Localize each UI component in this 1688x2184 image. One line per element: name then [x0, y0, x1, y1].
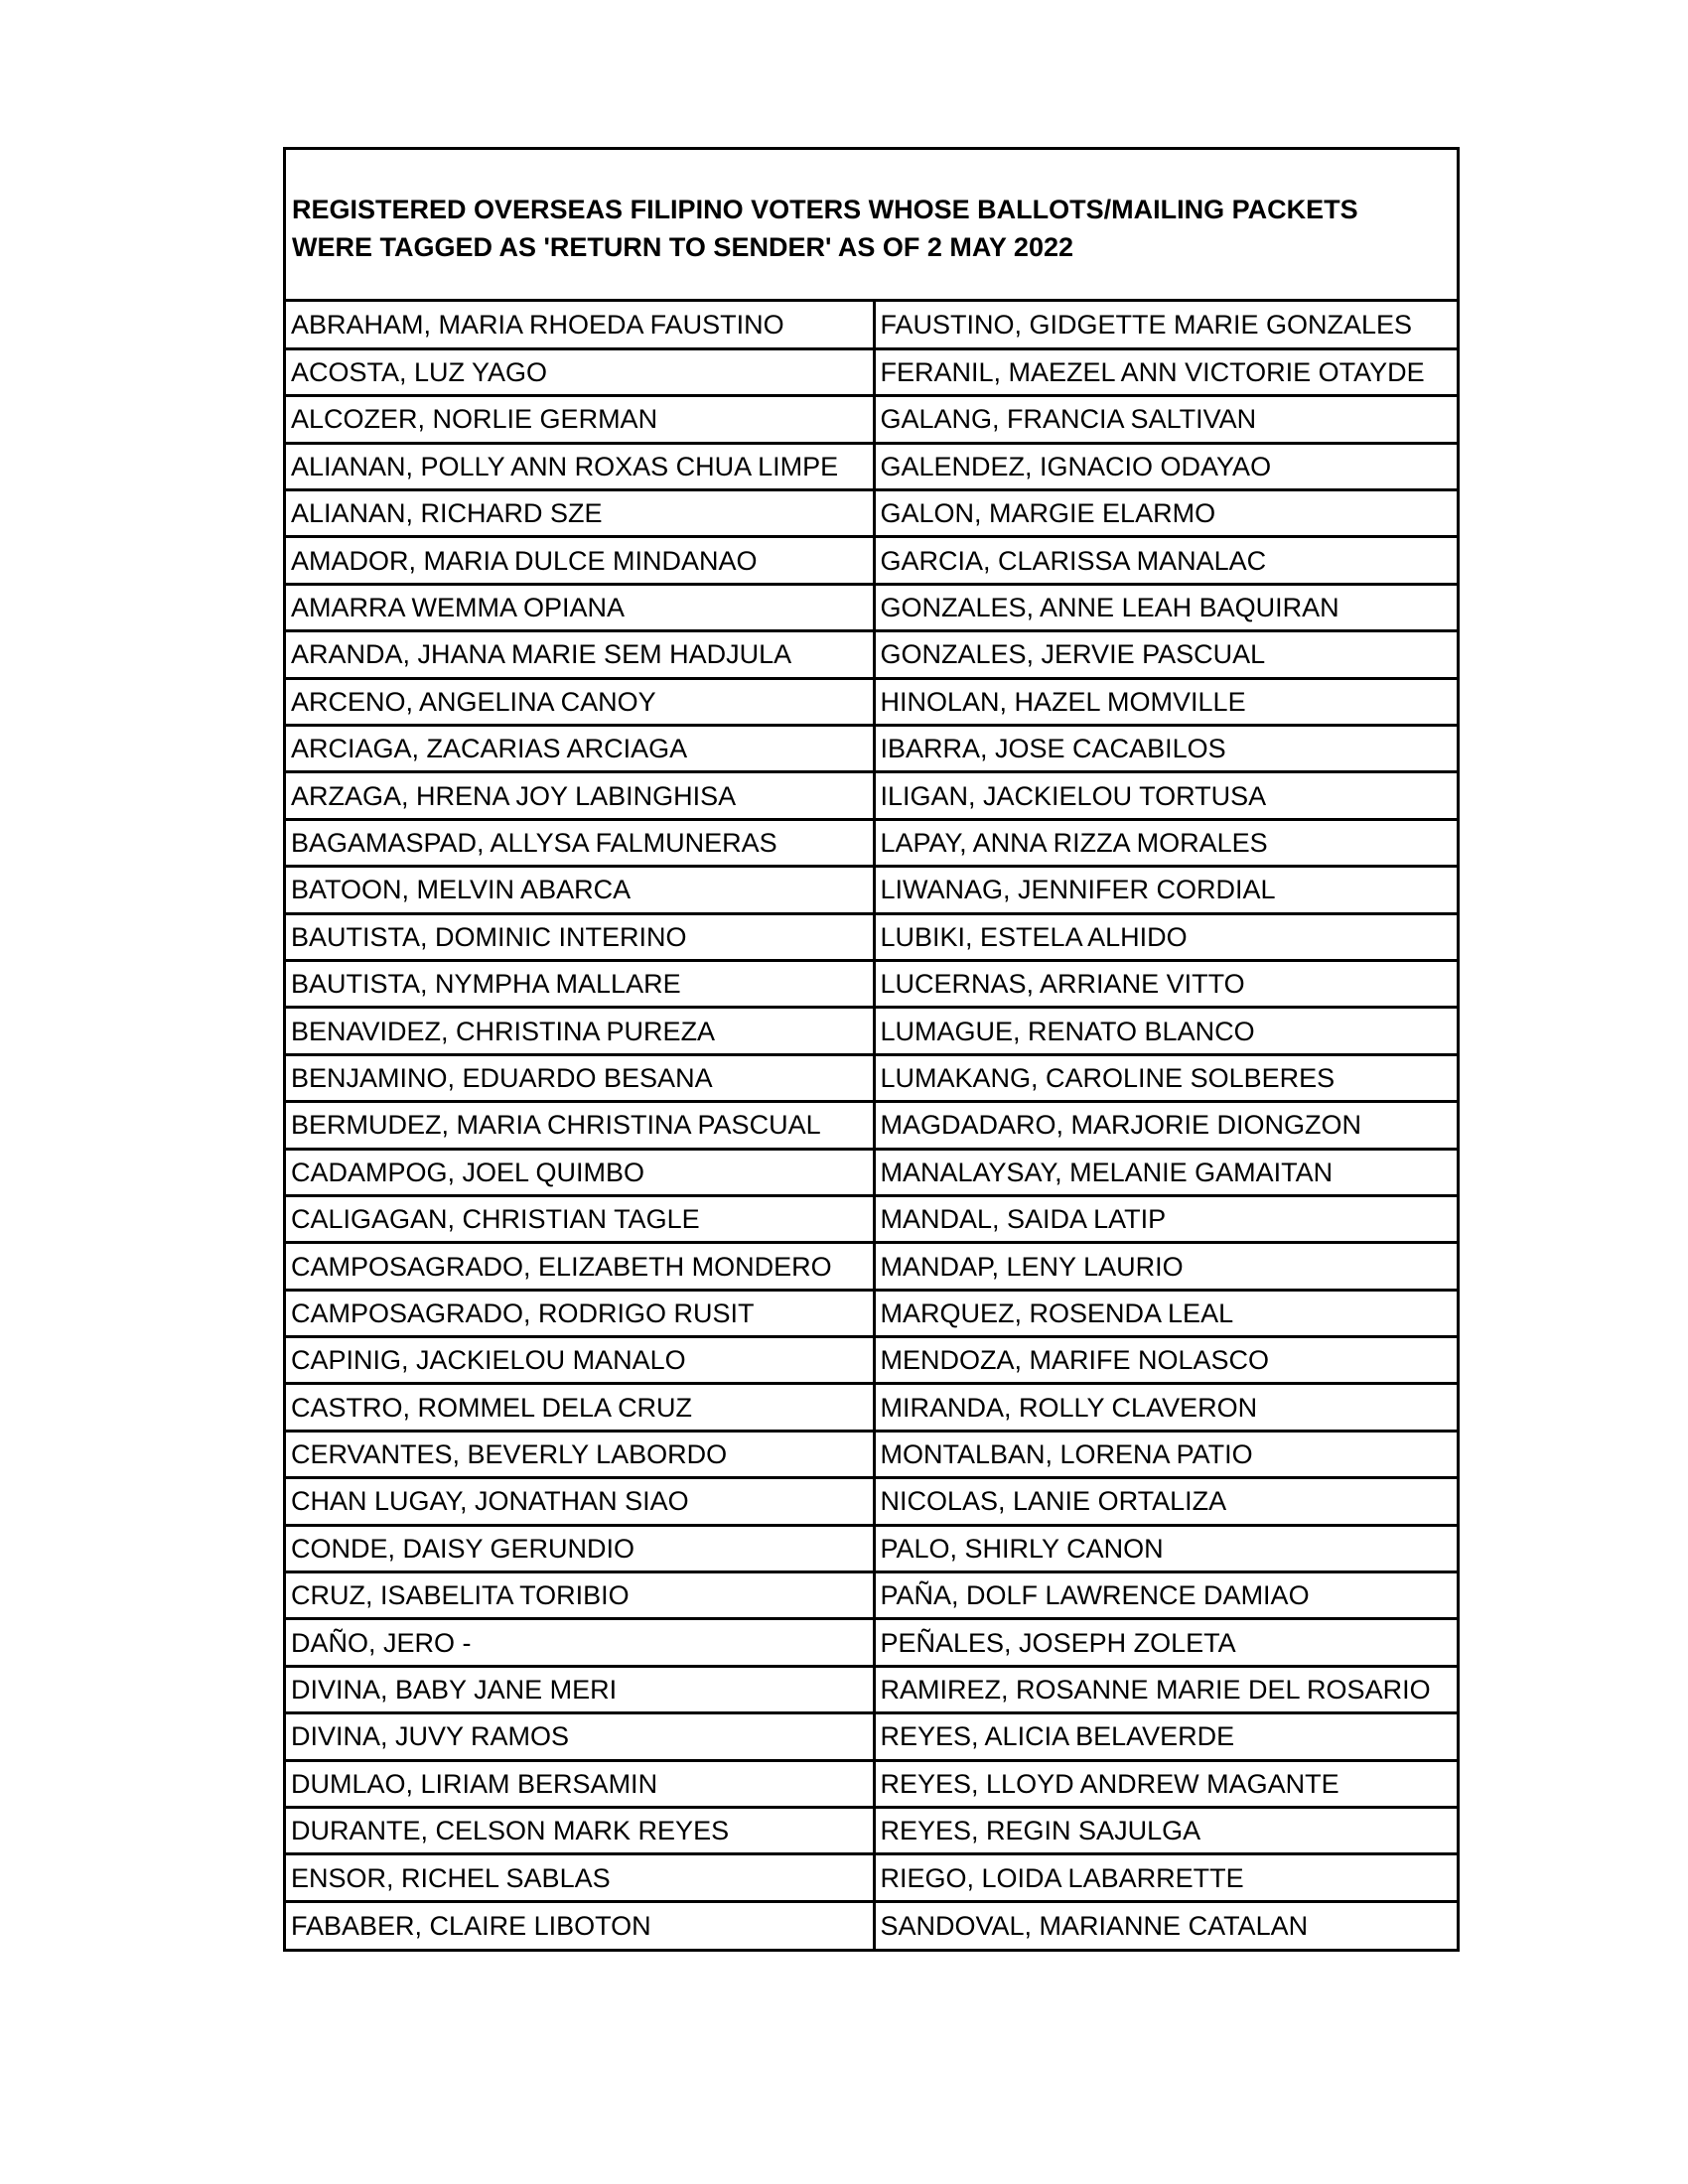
voter-name-right: LAPAY, ANNA RIZZA MORALES — [874, 819, 1457, 866]
voter-name-left: CALIGAGAN, CHRISTIAN TAGLE — [286, 1195, 874, 1242]
voter-name-right: HINOLAN, HAZEL MOMVILLE — [874, 678, 1457, 725]
voter-name-left: BATOON, MELVIN ABARCA — [286, 867, 874, 913]
table-row — [286, 1713, 1457, 1760]
document-title: REGISTERED OVERSEAS FILIPINO VOTERS WHOSE BALLOTS/MAILING PACKETS WERE TAGGED AS 'RETURN TO SENDER' AS OF 2 MAY 2022 — [292, 195, 1358, 262]
table-row — [286, 1760, 1457, 1807]
voter-name-right: LUCERNAS, ARRIANE VITTO — [874, 960, 1457, 1007]
table-row — [286, 678, 1457, 725]
voter-name-right: MANALAYSAY, MELANIE GAMAITAN — [874, 1149, 1457, 1195]
voter-name-right: GONZALES, JERVIE PASCUAL — [874, 631, 1457, 678]
voter-name-left: CHAN LUGAY, JONATHAN SIAO — [286, 1478, 874, 1525]
voter-name-left: ARANDA, JHANA MARIE SEM HADJULA — [286, 631, 874, 678]
table-row — [286, 1290, 1457, 1336]
voter-name-right: MIRANDA, ROLLY CLAVERON — [874, 1384, 1457, 1431]
voter-name-left: ARCIAGA, ZACARIAS ARCIAGA — [286, 726, 874, 772]
table-row — [286, 1854, 1457, 1901]
voter-name-right: REYES, LLOYD ANDREW MAGANTE — [874, 1760, 1457, 1807]
voter-name-left: BENJAMINO, EDUARDO BESANA — [286, 1054, 874, 1101]
voter-name-left: AMARRA WEMMA OPIANA — [286, 584, 874, 630]
table-row — [286, 302, 1457, 348]
table-row — [286, 537, 1457, 584]
voter-name-left: BAUTISTA, DOMINIC INTERINO — [286, 913, 874, 960]
voter-name-right: LUMAGUE, RENATO BLANCO — [874, 1008, 1457, 1054]
voter-name-left: CAMPOSAGRADO, RODRIGO RUSIT — [286, 1290, 874, 1336]
voter-name-left: CADAMPOG, JOEL QUIMBO — [286, 1149, 874, 1195]
table-row — [286, 1666, 1457, 1712]
voter-name-left: ARZAGA, HRENA JOY LABINGHISA — [286, 772, 874, 819]
table-row — [286, 1572, 1457, 1619]
table-row — [286, 726, 1457, 772]
voter-name-right: MONTALBAN, LORENA PATIO — [874, 1431, 1457, 1477]
voter-name-right: MARQUEZ, ROSENDA LEAL — [874, 1290, 1457, 1336]
voter-name-right: GALENDEZ, IGNACIO ODAYAO — [874, 443, 1457, 489]
voter-name-left: ACOSTA, LUZ YAGO — [286, 348, 874, 395]
voter-name-right: REYES, REGIN SAJULGA — [874, 1808, 1457, 1854]
voter-name-right: MANDAP, LENY LAURIO — [874, 1243, 1457, 1290]
table-row — [286, 1619, 1457, 1666]
voter-name-right: GONZALES, ANNE LEAH BAQUIRAN — [874, 584, 1457, 630]
voter-name-left: DURANTE, CELSON MARK REYES — [286, 1808, 874, 1854]
voter-name-right: RIEGO, LOIDA LABARRETTE — [874, 1854, 1457, 1901]
table-row — [286, 1808, 1457, 1854]
table-row — [286, 913, 1457, 960]
voter-name-left: FABABER, CLAIRE LIBOTON — [286, 1901, 874, 1948]
table-header — [286, 150, 1457, 302]
table-row — [286, 1054, 1457, 1101]
voter-name-right: FAUSTINO, GIDGETTE MARIE GONZALES — [874, 302, 1457, 348]
table-row — [286, 1008, 1457, 1054]
voter-name-right: ILIGAN, JACKIELOU TORTUSA — [874, 772, 1457, 819]
voter-name-left: BENAVIDEZ, CHRISTINA PUREZA — [286, 1008, 874, 1054]
table-row — [286, 1195, 1457, 1242]
voter-name-left: ARCENO, ANGELINA CANOY — [286, 678, 874, 725]
voter-name-right: GALON, MARGIE ELARMO — [874, 490, 1457, 537]
voter-name-left: AMADOR, MARIA DULCE MINDANAO — [286, 537, 874, 584]
voter-name-left: ALCOZER, NORLIE GERMAN — [286, 396, 874, 443]
voter-name-right: FERANIL, MAEZEL ANN VICTORIE OTAYDE — [874, 348, 1457, 395]
voter-name-right: LIWANAG, JENNIFER CORDIAL — [874, 867, 1457, 913]
voter-name-left: ENSOR, RICHEL SABLAS — [286, 1854, 874, 1901]
voter-table-body — [286, 302, 1457, 1949]
table-row — [286, 490, 1457, 537]
voter-name-left: ABRAHAM, MARIA RHOEDA FAUSTINO — [286, 302, 874, 348]
voter-name-right: MAGDADARO, MARJORIE DIONGZON — [874, 1102, 1457, 1149]
voter-name-left: ALIANAN, POLLY ANN ROXAS CHUA LIMPE — [286, 443, 874, 489]
table-row — [286, 1431, 1457, 1477]
table-row — [286, 348, 1457, 395]
voter-list-sheet — [283, 147, 1460, 1952]
voter-name-left: DAÑO, JERO - — [286, 1619, 874, 1666]
voter-name-right: LUBIKI, ESTELA ALHIDO — [874, 913, 1457, 960]
table-row — [286, 1243, 1457, 1290]
voter-name-left: BERMUDEZ, MARIA CHRISTINA PASCUAL — [286, 1102, 874, 1149]
voter-name-left: DIVINA, BABY JANE MERI — [286, 1666, 874, 1712]
voter-name-left: BAUTISTA, NYMPHA MALLARE — [286, 960, 874, 1007]
voter-table — [286, 302, 1457, 1949]
voter-name-right: PEÑALES, JOSEPH ZOLETA — [874, 1619, 1457, 1666]
voter-name-right: NICOLAS, LANIE ORTALIZA — [874, 1478, 1457, 1525]
voter-name-right: GARCIA, CLARISSA MANALAC — [874, 537, 1457, 584]
table-row — [286, 772, 1457, 819]
voter-name-left: CERVANTES, BEVERLY LABORDO — [286, 1431, 874, 1477]
voter-name-right: RAMIREZ, ROSANNE MARIE DEL ROSARIO — [874, 1666, 1457, 1712]
voter-name-left: DUMLAO, LIRIAM BERSAMIN — [286, 1760, 874, 1807]
table-row — [286, 1384, 1457, 1431]
voter-name-left: CRUZ, ISABELITA TORIBIO — [286, 1572, 874, 1619]
table-row — [286, 631, 1457, 678]
table-row — [286, 1149, 1457, 1195]
voter-name-left: CASTRO, ROMMEL DELA CRUZ — [286, 1384, 874, 1431]
table-row — [286, 1337, 1457, 1384]
voter-name-left: CONDE, DAISY GERUNDIO — [286, 1525, 874, 1571]
voter-name-left: CAMPOSAGRADO, ELIZABETH MONDERO — [286, 1243, 874, 1290]
table-row — [286, 1901, 1457, 1948]
voter-name-right: PAÑA, DOLF LAWRENCE DAMIAO — [874, 1572, 1457, 1619]
voter-name-right: MANDAL, SAIDA LATIP — [874, 1195, 1457, 1242]
table-row — [286, 819, 1457, 866]
table-row — [286, 443, 1457, 489]
table-row — [286, 1478, 1457, 1525]
table-row — [286, 960, 1457, 1007]
table-row — [286, 584, 1457, 630]
table-row — [286, 396, 1457, 443]
table-row — [286, 1525, 1457, 1571]
voter-name-right: PALO, SHIRLY CANON — [874, 1525, 1457, 1571]
voter-name-right: MENDOZA, MARIFE NOLASCO — [874, 1337, 1457, 1384]
voter-name-left: ALIANAN, RICHARD SZE — [286, 490, 874, 537]
table-row — [286, 867, 1457, 913]
voter-name-right: LUMAKANG, CAROLINE SOLBERES — [874, 1054, 1457, 1101]
voter-name-right: SANDOVAL, MARIANNE CATALAN — [880, 1910, 1309, 1941]
voter-name-right: GALANG, FRANCIA SALTIVAN — [874, 396, 1457, 443]
voter-name-left: DIVINA, JUVY RAMOS — [286, 1713, 874, 1760]
voter-name-right: IBARRA, JOSE CACABILOS — [874, 726, 1457, 772]
voter-name-right: REYES, ALICIA BELAVERDE — [874, 1713, 1457, 1760]
table-row — [286, 1102, 1457, 1149]
voter-name-left: CAPINIG, JACKIELOU MANALO — [286, 1337, 874, 1384]
voter-name-left: BAGAMASPAD, ALLYSA FALMUNERAS — [286, 819, 874, 866]
